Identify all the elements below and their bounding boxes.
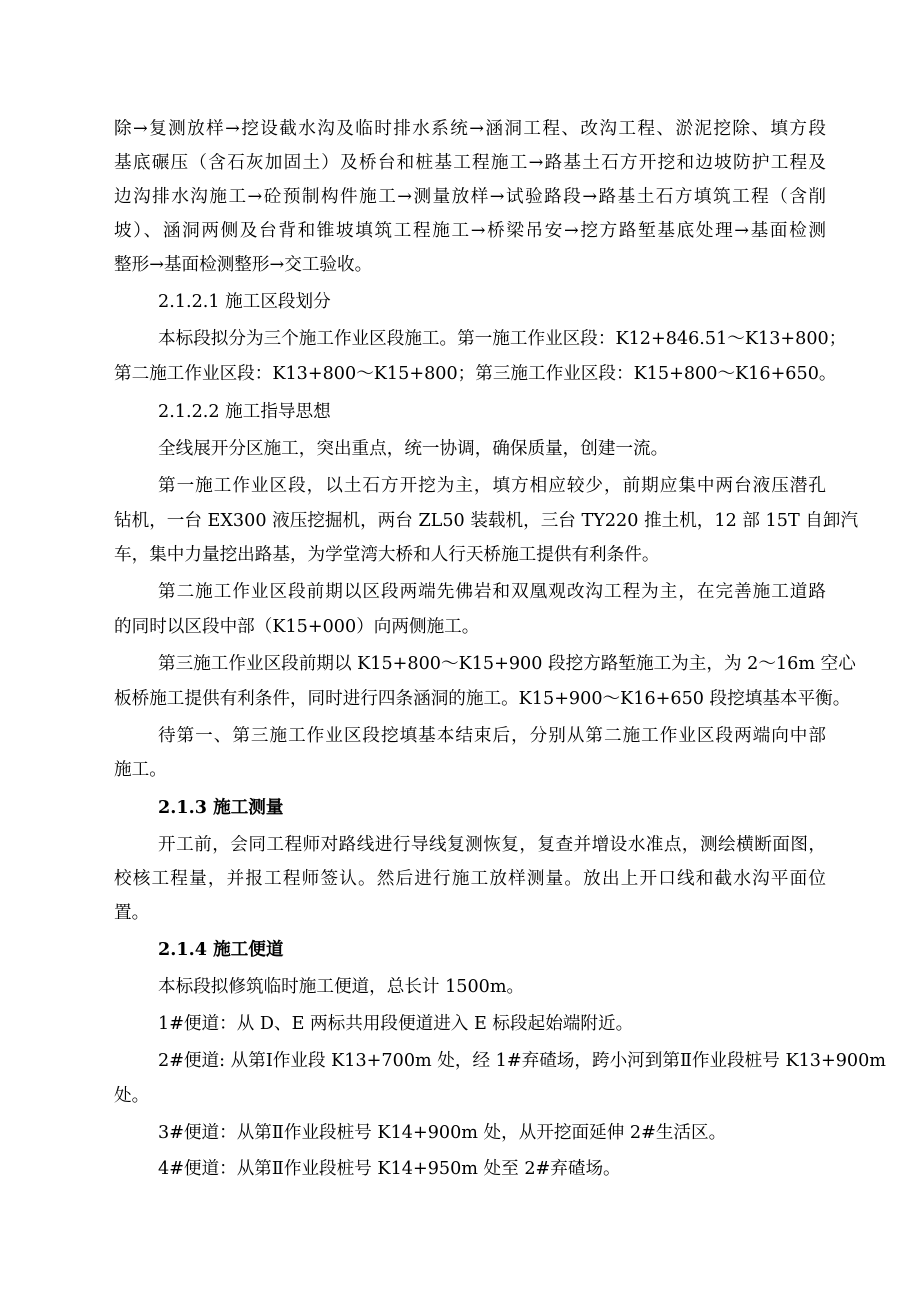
text-line: 边沟排水沟施工→砼预制构件施工→测量放样→试验路段→路基土石方填筑工程（含削 xyxy=(114,187,826,207)
text-line: 第二施工作业区段：K13+800～K15+800；第三施工作业区段：K15+800～K16+650。 xyxy=(114,364,837,384)
text-line: 车，集中力量挖出路基，为学堂湾大桥和人行天桥施工提供有利条件。 xyxy=(114,545,660,565)
text-line: 第一施工作业区段，以土石方开挖为主，填方相应较少，前期应集中两台液压潜孔 xyxy=(158,476,826,496)
text-line: 校核工程量，并报工程师签认。然后进行施工放样测量。放出上开口线和截水沟平面位 xyxy=(114,869,826,889)
text-line: 置。 xyxy=(114,903,150,923)
heading-2-1-2-2: 2.1.2.2 施工指导思想 xyxy=(158,402,331,422)
text-line: 待第一、第三施工作业区段挖填基本结束后，分别从第二施工作业区段两端向中部 xyxy=(158,726,826,746)
text-line: 第二施工作业区段前期以区段两端先佛岩和双凰观改沟工程为主，在完善施工道路 xyxy=(158,582,826,602)
text-line: 钻机，一台 EX300 液压挖掘机，两台 ZL50 装载机，三台 TY220 推土机，12 部 15T 自卸汽 xyxy=(114,511,859,531)
heading-2-1-4: 2.1.4 施工便道 xyxy=(158,939,284,960)
paragraph-guiding-idea: 全线展开分区施工，突出重点，统一协调，确保质量，创建一流。 xyxy=(158,439,669,459)
text-line: 基底碾压（含石灰加固土）及桥台和桩基工程施工→路基土石方开挖和边坡防护工程及 xyxy=(114,153,826,173)
paragraph-road-3: 3#便道：从第Ⅱ作业段桩号 K14+900m 处，从开挖面延伸 2#生活区。 xyxy=(158,1123,727,1143)
paragraph-road-4: 4#便道：从第Ⅱ作业段桩号 K14+950m 处至 2#弃碴场。 xyxy=(158,1159,621,1179)
text-line: 的同时以区段中部（K15+000）向两侧施工。 xyxy=(114,617,480,637)
text-line: 除→复测放样→挖设截水沟及临时排水系统→涵洞工程、改沟工程、淤泥挖除、填方段 xyxy=(114,119,826,139)
text-line: 整形→基面检测整形→交工验收。 xyxy=(114,255,373,275)
text-line: 处。 xyxy=(114,1086,150,1106)
text-line: 施工。 xyxy=(114,760,167,780)
text-line: 板桥施工提供有利条件，同时进行四条涵洞的施工。K15+900～K16+650 段挖填基本平衡。 xyxy=(114,689,851,709)
paragraph-access-road: 本标段拟修筑临时施工便道，总长计 1500m。 xyxy=(158,977,525,997)
text-line: 坡）、涵洞两侧及台背和锥坡填筑工程施工→桥梁吊安→挖方路堑基底处理→基面检测 xyxy=(114,221,826,241)
text-line: 本标段拟分为三个施工作业区段施工。第一施工作业区段：K12+846.51～K13+800； xyxy=(158,329,847,349)
heading-2-1-2-1: 2.1.2.1 施工区段划分 xyxy=(158,292,331,312)
text-line: 第三施工作业区段前期以 K15+800～K15+900 段挖方路堑施工为主，为 2～16m 空心 xyxy=(158,654,856,674)
text-line: 开工前，会同工程师对路线进行导线复测恢复，复查并增设水准点，测绘横断面图， xyxy=(158,835,826,855)
paragraph-road-1: 1#便道：从 D、E 两标共用段便道进入 E 标段起始端附近。 xyxy=(158,1014,634,1034)
text-line: 2#便道: 从第Ⅰ作业段 K13+700m 处，经 1#弃碴场，跨小河到第Ⅱ作业段桩号 K13+900m xyxy=(158,1051,886,1071)
heading-2-1-3: 2.1.3 施工测量 xyxy=(158,797,284,818)
